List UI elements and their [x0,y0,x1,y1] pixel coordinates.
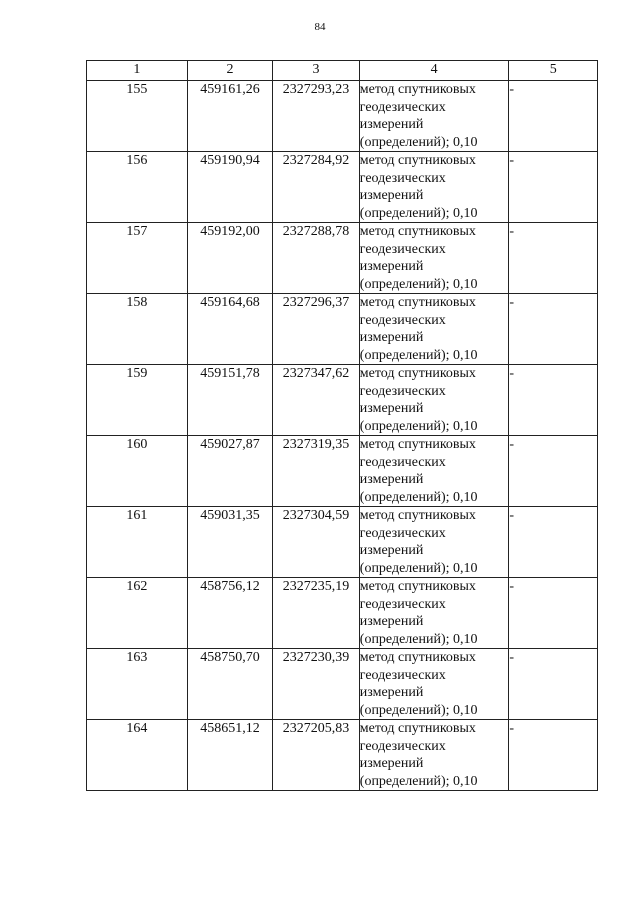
method-line: метод спутниковых [359,366,476,381]
table-row [87,507,598,578]
method-line: измерений [359,117,424,132]
coordinate-y-cell: 2327288,78 [273,223,360,294]
method-line: (определений); 0,10 [359,134,478,150]
coordinate-x-cell: 459192,00 [187,223,273,294]
method-line: (определений); 0,10 [359,276,478,292]
coordinate-x-cell: 458651,12 [187,720,273,791]
coordinate-x-cell: 459161,26 [187,81,273,152]
method-line: измерений [359,685,424,700]
method-line: (определений); 0,10 [359,205,478,221]
method-line: (определений); 0,10 [359,773,478,789]
note-cell: - [509,436,598,507]
coordinate-y-cell: 2327205,83 [273,720,360,791]
method-cell [359,223,509,294]
point-number-cell: 162 [87,578,188,649]
column-header-3: 3 [273,61,360,81]
note-cell: - [509,152,598,223]
coordinate-x-cell: 459164,68 [187,294,273,365]
method-line: измерений [359,756,424,771]
note-cell: - [509,649,598,720]
method-cell [359,365,509,436]
coordinate-x-cell: 459151,78 [187,365,273,436]
method-line: геодезических [359,596,446,612]
table-row [87,720,598,791]
point-number-cell: 164 [87,720,188,791]
method-line: метод спутниковых [359,508,476,523]
method-line: измерений [359,259,424,274]
note-cell: - [509,81,598,152]
column-header-4: 4 [359,61,509,81]
method-line: геодезических [359,667,446,683]
method-line: (определений); 0,10 [359,631,478,647]
point-number-cell: 161 [87,507,188,578]
point-number-cell: 158 [87,294,188,365]
table-body [87,81,598,791]
table-row [87,223,598,294]
table-row [87,649,598,720]
method-line: метод спутниковых [359,153,476,168]
method-line: метод спутниковых [359,437,476,452]
coordinate-x-cell: 459027,87 [187,436,273,507]
note-cell: - [509,507,598,578]
method-line: измерений [359,188,424,203]
column-header-5: 5 [509,61,598,81]
table-row [87,578,598,649]
note-cell: - [509,365,598,436]
coordinate-y-cell: 2327284,92 [273,152,360,223]
column-header-1: 1 [87,61,188,81]
method-cell [359,649,509,720]
method-line: (определений); 0,10 [359,560,478,576]
table-row [87,81,598,152]
coordinate-y-cell: 2327293,23 [273,81,360,152]
method-cell [359,294,509,365]
coordinate-y-cell: 2327319,35 [273,436,360,507]
point-number-cell: 156 [87,152,188,223]
coordinate-y-cell: 2327230,39 [273,649,360,720]
method-cell [359,81,509,152]
page-number: 84 [314,21,326,33]
method-line: измерений [359,401,424,416]
coordinate-y-cell: 2327304,59 [273,507,360,578]
method-line: метод спутниковых [359,224,476,239]
table-row [87,294,598,365]
method-line: (определений); 0,10 [359,418,478,434]
method-cell [359,720,509,791]
method-line: метод спутниковых [359,295,476,310]
point-number-cell: 157 [87,223,188,294]
coordinate-y-cell: 2327347,62 [273,365,360,436]
method-line: метод спутниковых [359,650,476,665]
coordinate-x-cell: 458756,12 [187,578,273,649]
method-line: геодезических [359,99,446,115]
coordinate-x-cell: 459190,94 [187,152,273,223]
method-line: измерений [359,330,424,345]
column-header-2: 2 [187,61,273,81]
point-number-cell: 163 [87,649,188,720]
method-line: (определений); 0,10 [359,489,478,505]
method-line: геодезических [359,312,446,328]
method-line: измерений [359,543,424,558]
method-line: (определений); 0,10 [359,347,478,363]
method-line: метод спутниковых [359,721,476,736]
method-line: геодезических [359,738,446,754]
method-cell [359,578,509,649]
method-line: геодезических [359,383,446,399]
point-number-cell: 160 [87,436,188,507]
point-number-cell: 155 [87,81,188,152]
method-line: измерений [359,614,424,629]
method-line: геодезических [359,525,446,541]
method-cell [359,152,509,223]
coordinate-x-cell: 459031,35 [187,507,273,578]
method-line: геодезических [359,170,446,186]
method-line: измерений [359,472,424,487]
point-number-cell: 159 [87,365,188,436]
method-line: метод спутниковых [359,579,476,594]
method-line: (определений); 0,10 [359,702,478,718]
coordinate-x-cell: 458750,70 [187,649,273,720]
coordinates-table [86,60,598,791]
note-cell: - [509,294,598,365]
method-line: геодезических [359,241,446,257]
table-row [87,365,598,436]
coordinate-y-cell: 2327296,37 [273,294,360,365]
note-cell: - [509,720,598,791]
method-line: геодезических [359,454,446,470]
coordinate-y-cell: 2327235,19 [273,578,360,649]
note-cell: - [509,578,598,649]
header-row [87,61,598,81]
note-cell: - [509,223,598,294]
method-line: метод спутниковых [359,82,476,97]
table-row [87,436,598,507]
table-row [87,152,598,223]
table-header [87,61,598,81]
method-cell [359,507,509,578]
method-cell [359,436,509,507]
